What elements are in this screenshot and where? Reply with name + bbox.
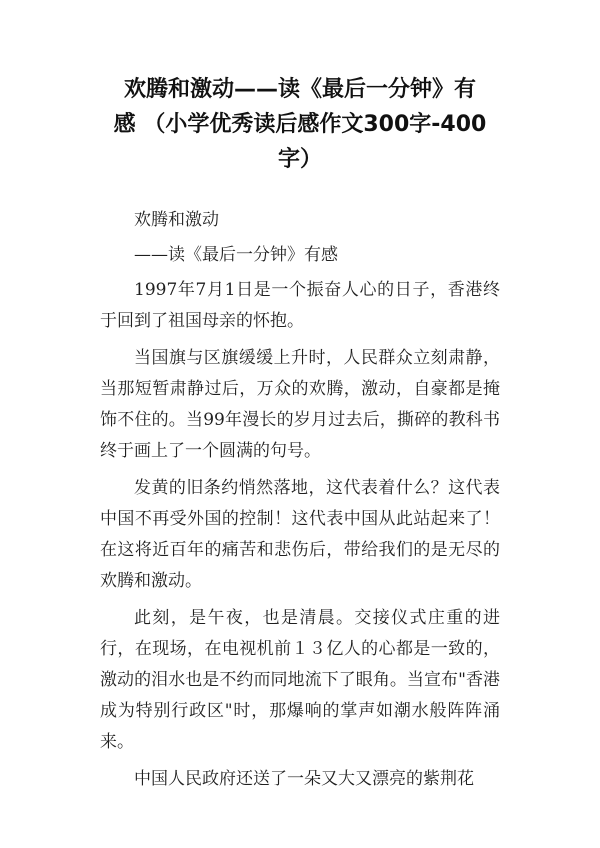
- paragraph: 当国旗与区旗缓缓上升时，人民群众立刻肃静，当那短暂肃静过后，万众的欢腾，激动，自豪都是掩饰不住的。当99年漫长的岁月过去后，撕碎的教科书终于画上了一个圆满的句号。: [100, 348, 500, 461]
- title-line-3: 字）: [277, 147, 322, 172]
- document-body: [100, 205, 500, 801]
- paragraph: 此刻，是午夜，也是清晨。交接仪式庄重的进行，在现场，在电视机前１３亿人的心都是一致的，激动的泪水也是不约而同地流下了眼角。当宣布"香港成为特别行政区"时，那爆响的掌声如潮水般阵阵涌来。: [100, 608, 500, 752]
- paragraph-subtitle-1: 欢腾和激动: [134, 210, 219, 230]
- paragraph: 发黄的旧条约悄然落地，这代表着什么？这代表中国不再受外国的控制！这代表中国从此站起来了！在这将近百年的痛苦和悲伤后，带给我们的是无尽的欢腾和激动。: [100, 478, 500, 591]
- title-line-1: 欢腾和激动——读《最后一分钟》有: [123, 77, 476, 102]
- paragraph-subtitle-2: ——读《最后一分钟》有感: [134, 245, 338, 265]
- title-line-2: 感 （小学优秀读后感作文300字-400: [113, 112, 487, 137]
- document-title: [90, 72, 510, 177]
- paragraph: 1997年7月1日是一个振奋人心的日子，香港终于回到了祖国母亲的怀抱。: [100, 280, 500, 331]
- paragraph: 中国人民政府还送了一朵又大又漂亮的紫荆花: [134, 769, 474, 789]
